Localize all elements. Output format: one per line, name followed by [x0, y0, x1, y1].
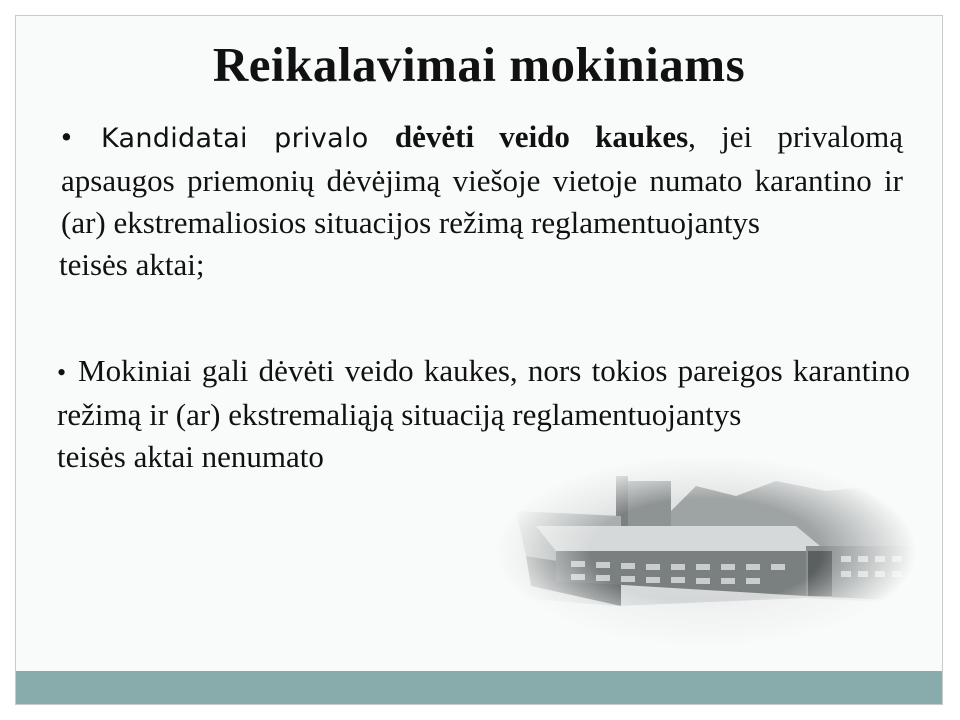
bullet1-text: , jei privalomą apsaugos priemonių dėvėjimą viešoje vietoje numato karantino ir (ar) ekstremaliosios situacijos režimą reglamentuojantys — [61, 119, 903, 240]
bullet1-intro: Kandidatai privalo — [101, 123, 395, 154]
slide — [15, 15, 943, 705]
bullet-glyph: • — [57, 358, 67, 387]
bullet-candidates-masks — [61, 116, 903, 286]
bullet1-emphasis: dėvėti veido kaukes — [394, 119, 689, 154]
bullet2-text: Mokiniai gali dėvėti veido kaukes, nors tokios pareigos karantino režimą ir (ar) ekstremaliąją situaciją reglamentuojantys — [57, 353, 910, 432]
bullet2-tail: teisės aktai nenumato — [57, 439, 324, 474]
slide-title: Reikalavimai mokiniams — [212, 37, 746, 92]
school-building-photo — [496, 456, 916, 646]
bullet-glyph: • — [61, 119, 72, 154]
footer-bar — [16, 671, 942, 704]
bullet1-tail: teisės aktai; — [59, 247, 205, 282]
